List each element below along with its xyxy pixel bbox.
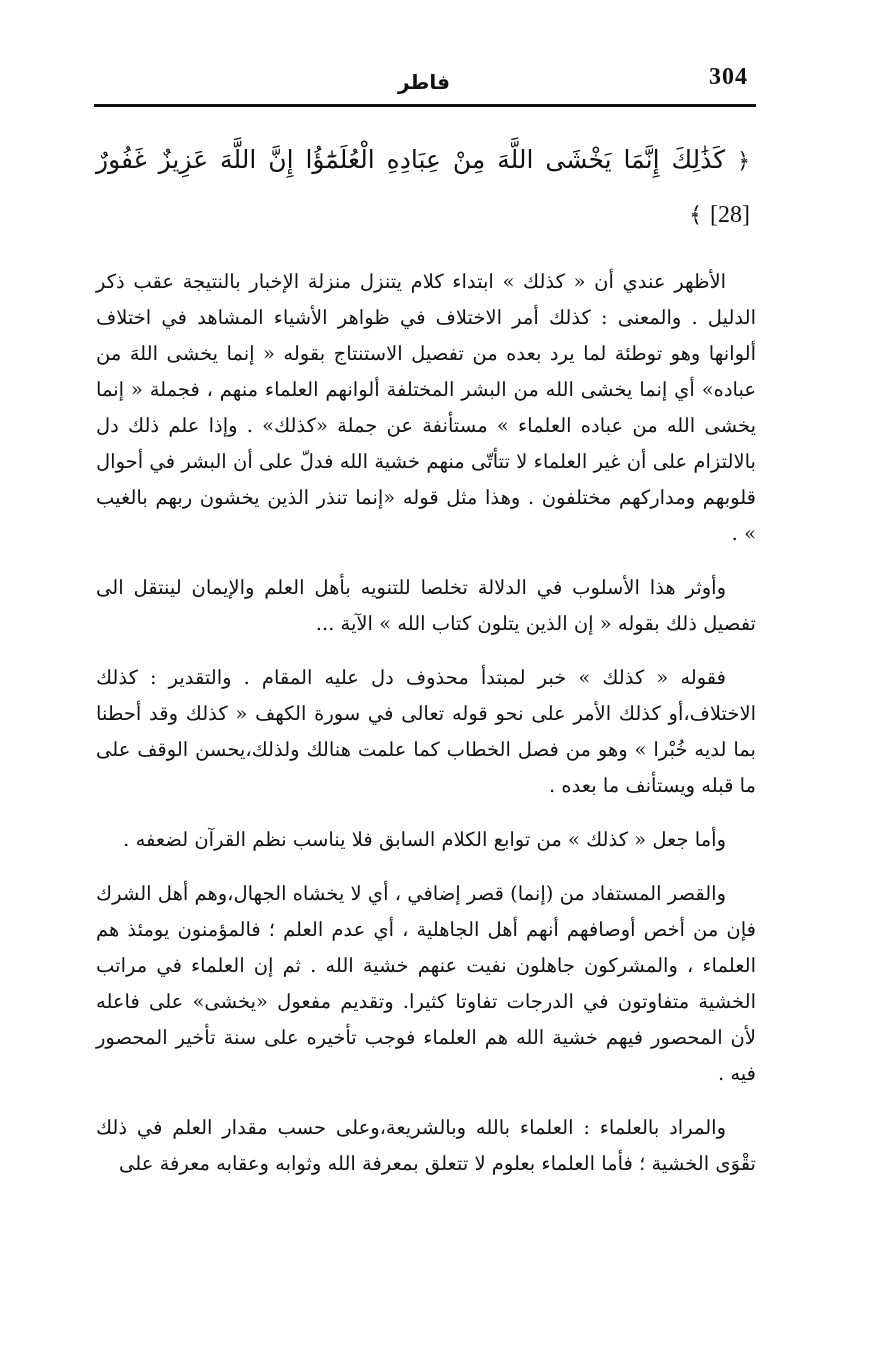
verse-open-bracket: ﴿ — [737, 149, 750, 174]
commentary-paragraph: وأما جعل « كذلك » من توابع الكلام السابق فلا يناسب نظم القرآن لضعفه . — [123, 828, 726, 851]
commentary-paragraph: والمراد بالعلماء : العلماء بالله وبالشريعة،وعلى حسب مقدار العلم في ذلك تقْوَى الخشية ؛ فأما العلماء بعلوم لا تتعلق بمعرفة الله وثوابه وعقابه معرفة على — [96, 1116, 756, 1175]
surah-title: فاطر — [398, 70, 450, 94]
commentary-paragraph: فقوله « كذلك » خبر لمبتدأ محذوف دل عليه المقام . والتقدير : كذلك الاختلاف،أو كذلك الأمر على نحو قوله تعالى في سورة الكهف « كذلك وقد أحطنا بما لديه خُبْرا » وهو من فصل الخطاب كما علمت هنالك ولذلك،يحسن الوقف على ما قبله ويستأنف ما بعده . — [96, 666, 756, 797]
quran-verse — [96, 134, 756, 242]
verse-close-bracket: ﴾ — [689, 203, 703, 228]
verse-text: كَذَٰلِكَ إِنَّمَا يَخْشَى اللَّهَ مِنْ عِبَادِهِ الْعُلَمَٰٓؤُا إِنَّ اللَّهَ عَزِيزٌ غَفُورٌ — [96, 145, 726, 174]
page-body — [96, 134, 756, 1200]
page-header — [94, 60, 754, 104]
commentary-paragraph: وأوثر هذا الأسلوب في الدلالة تخلصا للتنويه بأهل العلم والإيمان لينتقل الى تفصيل ذلك بقوله « إن الذين يتلون كتاب الله » الآية ... — [96, 576, 756, 635]
commentary-paragraph: الأظهر عندي أن « كذلك » ابتداء كلام يتنزل منزلة الإخبار بالنتيجة عقب ذكر الدليل . والمعنى : كذلك أمر الاختلاف في ظواهر الأشياء المشاهد في اختلاف ألوانها وهو توطئة لما يرد بعده من تفصيل الاستنتاج بقوله « إنما يخشى اللهَ من عباده» أي إنما يخشى الله من البشر المختلفة ألوانهم العلماء منهم ، فجملة « إنما يخشى الله من عباده العلماء » مستأنفة عن جملة «كذلك» . وإذا علم ذلك دل بالالتزام على أن غير العلماء لا تتأتّى منهم خشية الله فدلّ على أن البشر في أحوال قلوبهم ومداركهم مختلفون . وهذا مثل قوله «إنما تنذر الذين يخشون ربهم بالغيب » . — [96, 270, 756, 545]
verse-number: [28] — [710, 202, 750, 228]
page-number: 304 — [709, 64, 748, 90]
header-divider — [94, 104, 756, 107]
commentary-paragraph: والقصر المستفاد من (إنما) قصر إضافي ، أي لا يخشاه الجهال،وهم أهل الشرك فإن من أخص أوصافهم أنهم أهل الجاهلية ، أي عدم العلم ؛ فالمؤمنون يومئذ هم العلماء ، والمشركون جاهلون نفيت عنهم خشية الله . ثم إن العلماء في مراتب الخشية متفاوتون في الدرجات تفاوتا كثيرا. وتقديم مفعول «يخشى» على فاعله لأن المحصور فيهم خشية الله هم العلماء فوجب تأخيره على سنة تأخير المحصور فيه . — [96, 882, 756, 1085]
